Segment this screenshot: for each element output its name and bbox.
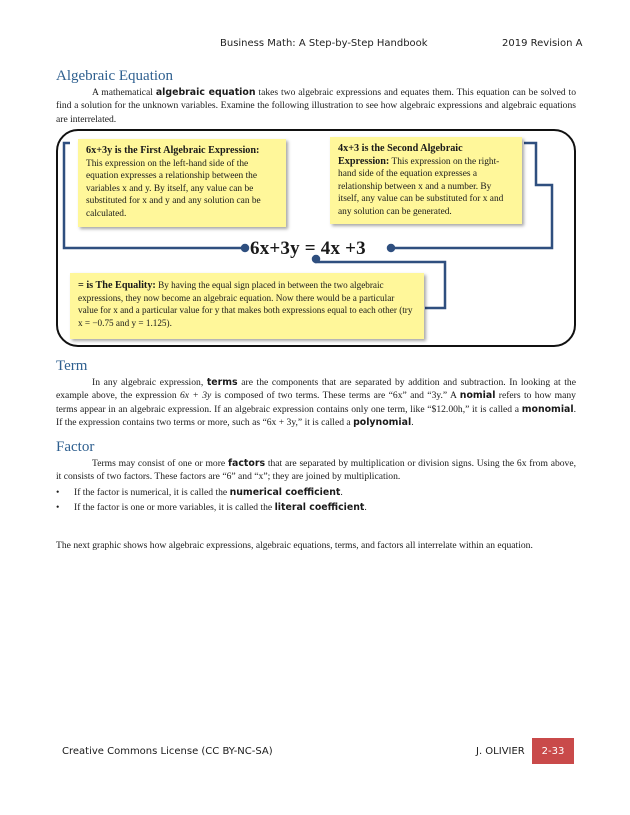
callout-equality-lead: = is The Equality: (78, 280, 156, 291)
callout-equality (70, 273, 424, 339)
page-number-badge: 2-33 (532, 738, 574, 764)
heading-factor: Factor (56, 439, 95, 455)
keyword-literal-coefficient: literal coefficient (274, 502, 365, 513)
paragraph-algebraic-equation: A mathematical algebraic equation takes two algebraic expressions and equates them. This equation can be solved to find a solution for the unknown variables. Examine the following illustration to see how algebraic expressions and algebraic equations are interrelated. (56, 87, 576, 125)
callout-second-body: This expression on the right-hand side of the equation expresses a relationship between x and a number. By itself, any value can be substituted for x and any solution can be generated. (338, 156, 504, 217)
callout-second-expression (330, 137, 522, 224)
keyword-terms: terms (206, 377, 238, 388)
callout-first-expression (78, 139, 286, 227)
callout-first-body: This expression on the left-hand side of the equation expresses a relationship between the variables x and y. By itself, any value can be substituted for x and y and any solution can be calculated. (86, 158, 261, 219)
equation-display: 6x+3y = 4x +3 (250, 238, 366, 259)
callout-first-lead: 6x+3y is the First Algebraic Expression: (86, 145, 260, 156)
callout-second-lead: 4x+3 is the Second Algebraic Expression: (338, 143, 463, 167)
heading-algebraic-equation: Algebraic Equation (56, 68, 174, 84)
footer-author: J. OLIVIER (476, 746, 525, 757)
keyword-polynomial: polynomial (353, 417, 412, 429)
running-header-revision: 2019 Revision A (502, 38, 583, 49)
heading-term: Term (56, 358, 88, 374)
paragraph-closing: The next graphic shows how algebraic expressions, algebraic equations, terms, and factors all interrelate within an equation. (56, 540, 533, 551)
footer-license: Creative Commons License (CC BY-NC-SA) (62, 746, 273, 757)
bullet-numerical-coefficient: • If the factor is numerical, it is called the numerical coefficient. (56, 487, 343, 498)
paragraph-factor: Terms may consist of one or more factors that are separated by multiplication or division signs. Using the 6x from above, it consists of two factors. These factors are “6” and “x”; they are joined by multiplication. (56, 458, 577, 483)
keyword-nomial: nomial (459, 390, 496, 402)
paragraph-term: In any algebraic expression, terms are the components that are separated by addition and subtraction. In looking at the example above, the expression 6x + 3y is composed of two terms. These terms are “6x” and “3y.” A nomial refers to how many terms appear in an algebraic expression. If an algebraic expression contains only one term, like “$12.00h,” it is called a monomial. If the expression contains two terms or more, such as “6x + 3y,” it is called a polynomial. (56, 377, 576, 429)
bullet-literal-coefficient: • If the factor is one or more variables, it is called the literal coefficient. (56, 502, 367, 513)
callout-equality-body: By having the equal sign placed in between the two algebraic expressions, they now become an algebraic equation. Now there would be a particular value for x and a particular value for y that makes both expressions equal to each other (try x = −0.75 and y = 1.125). (78, 280, 413, 328)
keyword-monomial: monomial (521, 403, 574, 415)
keyword-numerical-coefficient: numerical coefficient (229, 487, 341, 498)
keyword-algebraic-equation: algebraic equation (155, 87, 256, 98)
keyword-factors: factors (227, 458, 266, 469)
running-header-title: Business Math: A Step-by-Step Handbook (220, 38, 428, 49)
